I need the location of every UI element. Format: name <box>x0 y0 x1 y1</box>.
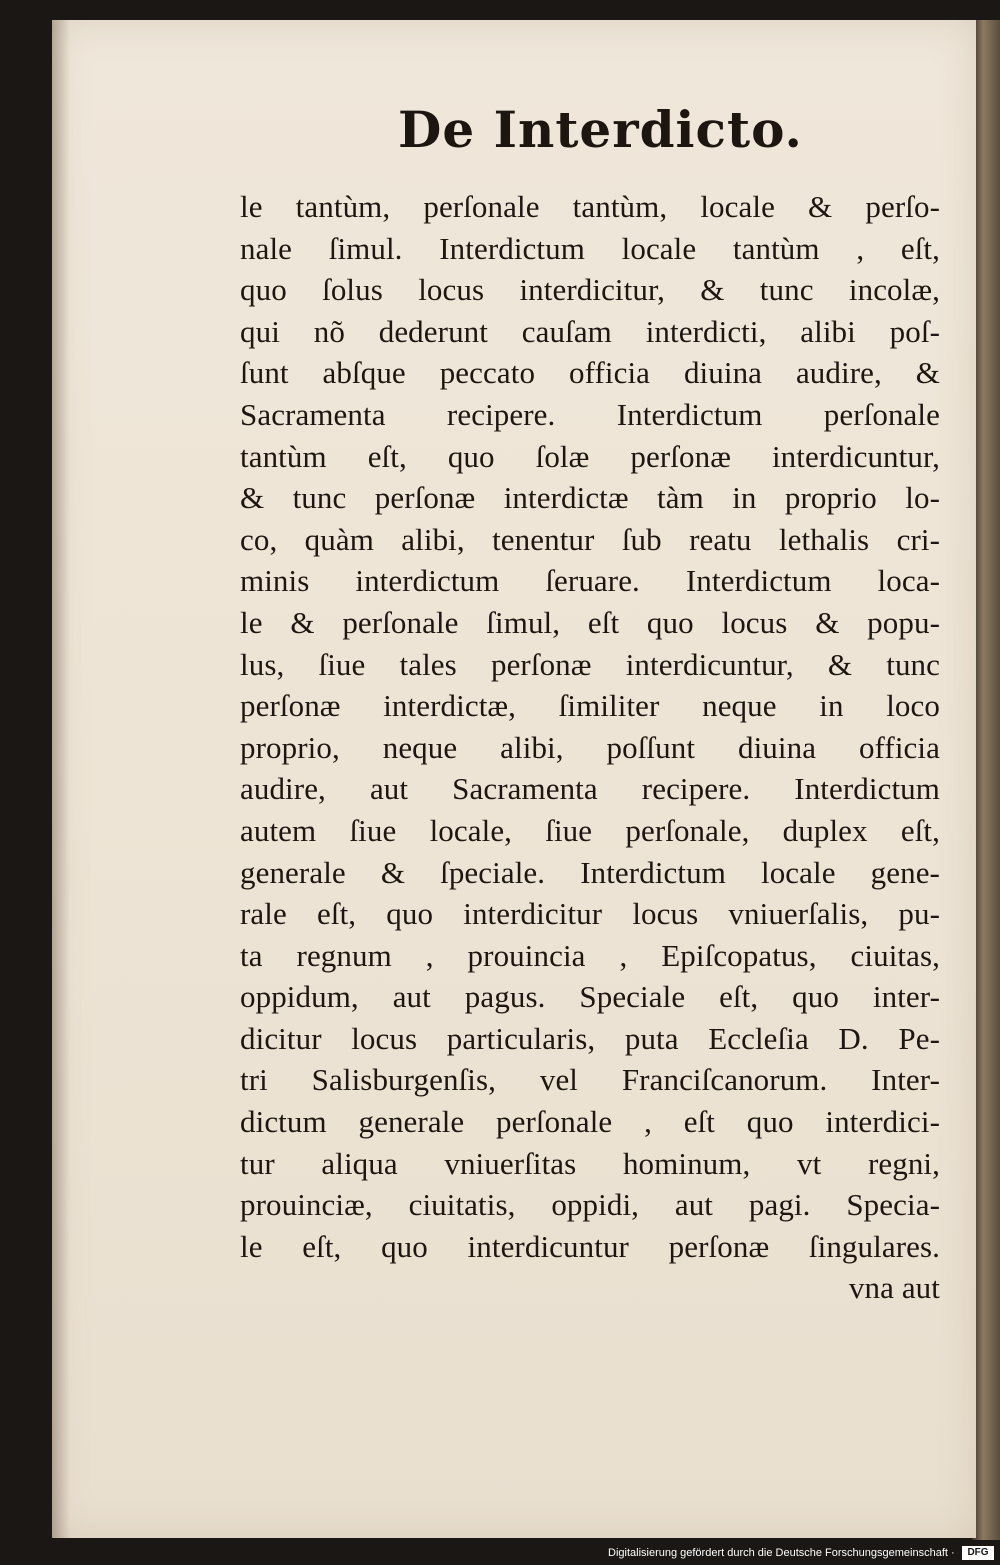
page-spine-shadow <box>52 20 70 1538</box>
text-line: autem ſiue locale, ſiue perſonale, duplex eſt, <box>240 812 940 848</box>
text-line: oppidum, aut pagus. Speciale eſt, quo inter- <box>240 979 940 1015</box>
text-line: qui nõ dederunt cauſam interdicti, alibi poſ- <box>240 313 940 349</box>
text-line: nale ſimul. Interdictum locale tantùm , eſt, <box>240 230 940 266</box>
text-line: ta regnum , prouincia , Epiſcopatus, ciuitas, <box>240 937 940 973</box>
text-line: co, quàm alibi, tenentur ſub reatu lethalis cri- <box>240 521 940 557</box>
catchword: vna aut <box>848 1270 940 1306</box>
text-line: lus, ſiue tales perſonæ interdicuntur, & tunc <box>240 646 940 682</box>
text-line: rale eſt, quo interdicitur locus vniuerſalis, pu- <box>240 896 940 932</box>
text-line: tur aliqua vniuerſitas hominum, vt regni, <box>240 1145 940 1181</box>
text-line: & tunc perſonæ interdictæ tàm in proprio lo- <box>240 480 940 516</box>
text-line: quo ſolus locus interdicitur, & tunc incolæ, <box>240 272 940 308</box>
text-line: le tantùm, perſonale tantùm, locale & perſo- <box>240 189 940 224</box>
text-line: Sacramenta recipere. Interdictum perſonale <box>240 396 940 432</box>
text-line: minis interdictum ſeruare. Interdictum loca- <box>240 563 940 599</box>
text-line: dicitur locus particularis, puta Eccleſia D. Pe- <box>240 1020 940 1056</box>
text-line: proprio, neque alibi, poſſunt diuina officia <box>240 729 940 765</box>
text-line: le eſt, quo interdicuntur perſonæ ſingulares. <box>240 1228 940 1264</box>
text-line: audire, aut Sacramenta recipere. Interdictum <box>240 771 940 807</box>
text-line: ſunt abſque peccato officia diuina audire, & <box>240 355 940 391</box>
book-edge <box>972 20 1000 1540</box>
text-line: tantùm eſt, quo ſolæ perſonæ interdicuntur, <box>240 438 940 474</box>
text-line: dictum generale perſonale , eſt quo interdici- <box>240 1104 940 1140</box>
digitization-credit: Digitalisierung gefördert durch die Deutsche Forschungsgemeinschaft · <box>608 1547 955 1559</box>
page-header: De Interdicto. <box>398 100 803 159</box>
text-line: generale & ſpeciale. Interdictum locale gene- <box>240 854 940 890</box>
text-line: prouinciæ, ciuitatis, oppidi, aut pagi. Specia- <box>240 1187 940 1223</box>
text-line: tri Salisburgenſis, vel Franciſcanorum. Inter- <box>240 1062 940 1098</box>
text-line: le & perſonale ſimul, eſt quo locus & popu- <box>240 604 940 640</box>
dfg-logo: DFG <box>962 1546 994 1560</box>
text-line: perſonæ interdictæ, ſimiliter neque in loco <box>240 688 940 724</box>
body-text <box>240 186 940 1309</box>
